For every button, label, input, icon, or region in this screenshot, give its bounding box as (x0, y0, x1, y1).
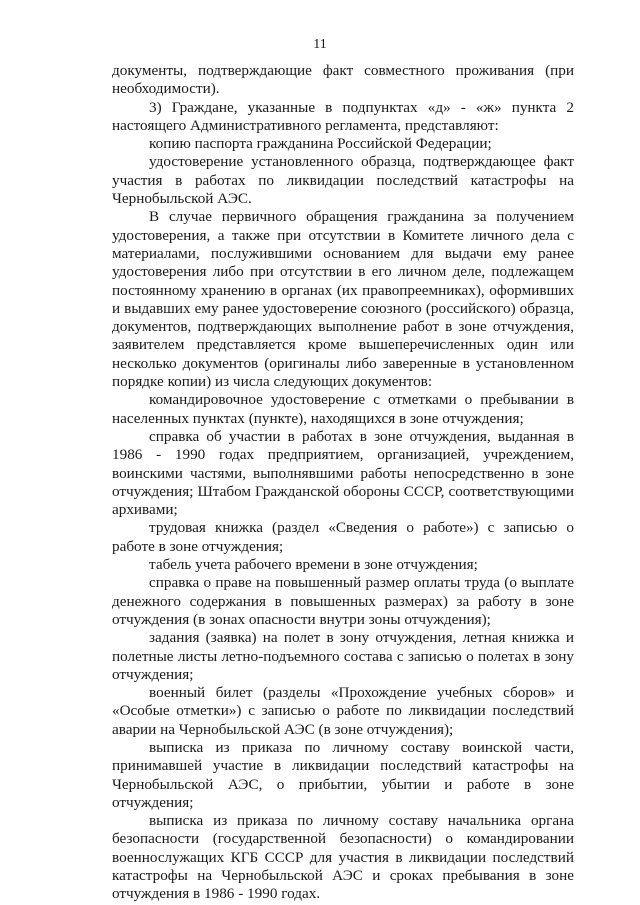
page-number: 11 (313, 37, 327, 52)
paragraph: удостоверение установленного образца, подтверждающее факт участия в работах по ликвидации последствий катастрофы на Чернобыльской АЭС. (112, 153, 574, 208)
list-item: справка об участии в работах в зоне отчуждения, выданная в 1986 - 1990 годах предприятием, организацией, учреждением, воинскими частями, выполнявшими работы непосредственно в зоне отчуждения; Штабом Гражданской обороны СССР, соответствующими архивами; (112, 427, 574, 519)
list-item: справка о праве на повышенный размер оплаты труда (о выплате денежного содержания в повышенных размерах) за работу в зоне отчуждения (в зонах опасности внутри зоны отчуждения); (112, 574, 574, 628)
list-item: командировочное удостоверение с отметками о пребывании в населенных пунктах (пункте), находящихся в зоне отчуждения; (112, 391, 574, 427)
paragraph: 3) Граждане, указанные в подпунктах «д» - «ж» пункта 2 настоящего Административного регламента, представляют: (112, 98, 574, 134)
paragraph: документы, подтверждающие факт совместного проживания (при необходимости). (112, 62, 574, 98)
list-item: трудовая книжка (раздел «Сведения о работе») с записью о работе в зоне отчуждения; (112, 519, 574, 555)
document-body (112, 62, 574, 904)
list-item: табель учета рабочего времени в зоне отчуждения; (149, 556, 478, 574)
paragraph: В случае первичного обращения гражданина за получением удостоверения, а также при отсутствии в Комитете личного дела с материалами, послужившими основанием для выдачи ему ранее удостоверения либо при отсутствии в его личном деле, подлежащем постоянному хранению в органах (их правопреемниках), оформивших и выдавших ему ранее удостоверение союзного (российского) образца, документов, подтверждающих выполнение работ в зоне отчуждения, заявителем представляется кроме вышеперечисленных один или несколько документов (оригиналы либо заверенные в установленном порядке копии) из числа следующих документов: (112, 208, 574, 391)
paragraph: копию паспорта гражданина Российской Федерации; (149, 135, 492, 153)
list-item: задания (заявка) на полет в зону отчуждения, летная книжка и полетные листы летно-подъемного состава с записью о полетах в зону отчуждения; (112, 629, 574, 683)
list-item: военный билет (разделы «Прохождение учебных сборов» и «Особые отметки») с записью о работе по ликвидации последствий аварии на Чернобыльской АЭС (в зоне отчуждения); (112, 684, 574, 738)
list-item: выписка из приказа по личному составу воинской части, принимавшей участие в ликвидации последствий катастрофы на Чернобыльской АЭС, о прибытии, убытии и работе в зоне отчуждения; (112, 738, 574, 811)
list-item: выписка из приказа по личному составу начальника органа безопасности (государственной безопасности) о командировании военнослужащих КГБ СССР для участия в ликвидации последствий катастрофы на Чернобыльской АЭС и сроках пребывания в зоне отчуждения в 1986 - 1990 годах. (112, 812, 574, 903)
